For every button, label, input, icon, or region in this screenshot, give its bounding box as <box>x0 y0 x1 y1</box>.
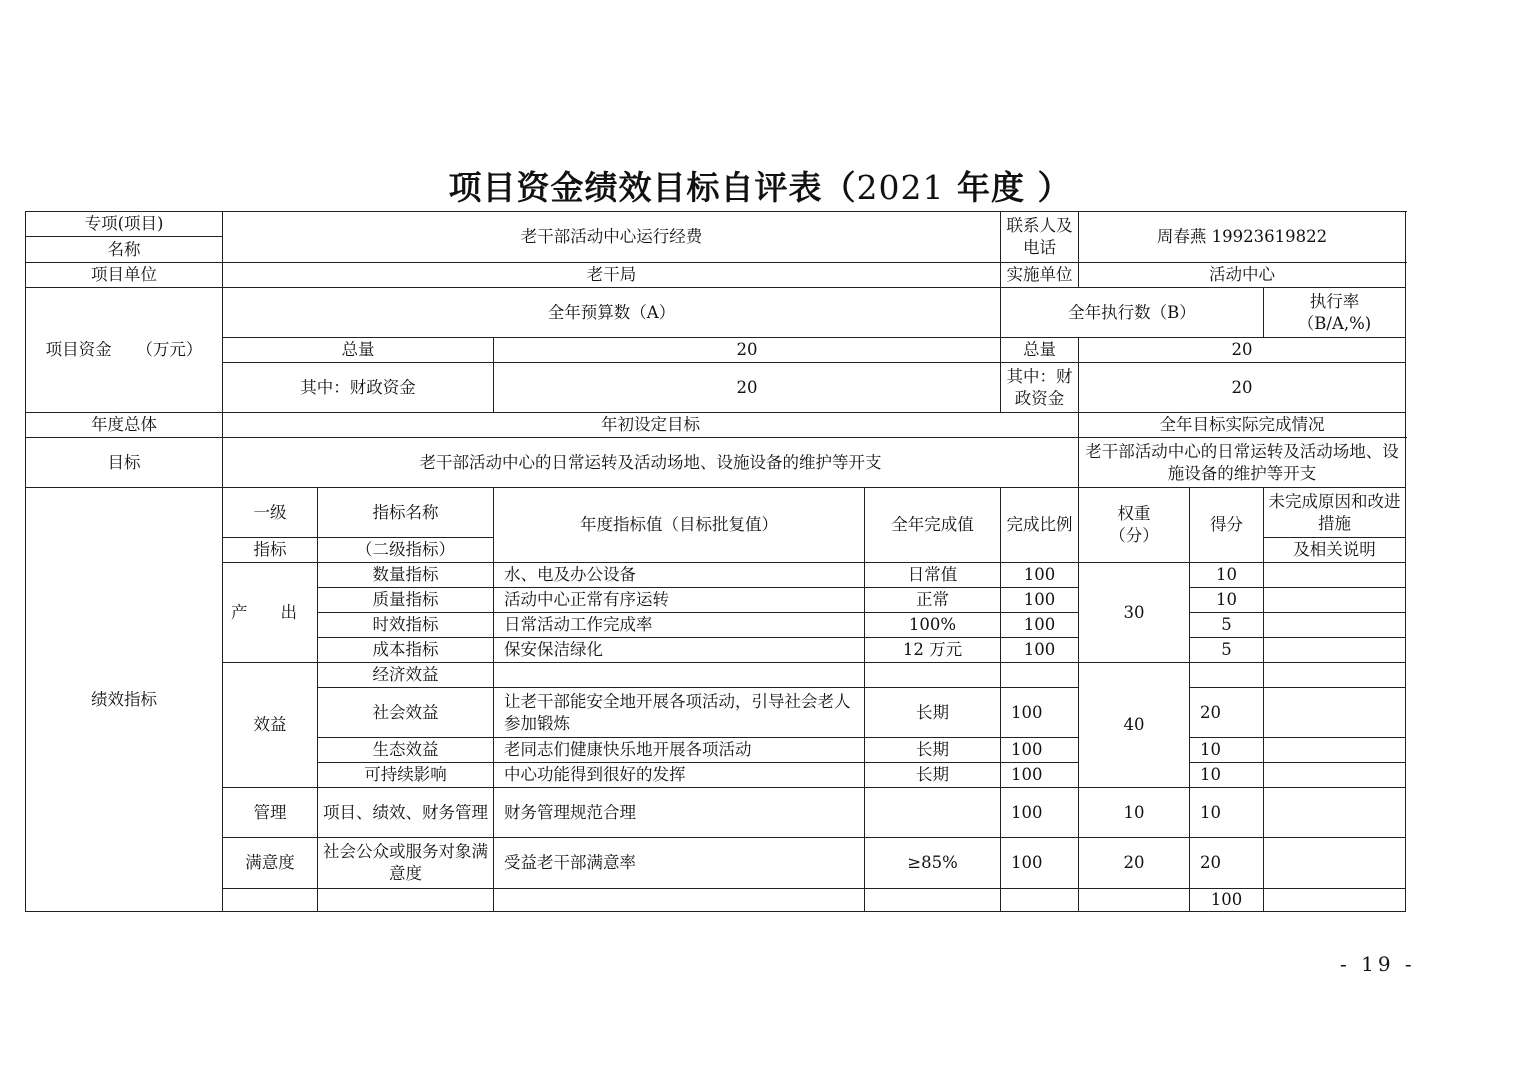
header-reason: 未完成原因和改进措施 <box>1264 488 1406 538</box>
indicator-ratio: 100 <box>1001 838 1079 889</box>
indicator-reason <box>1264 838 1406 889</box>
header-actual: 全年完成值 <box>865 488 1001 563</box>
indicator-name: 成本指标 <box>318 638 494 663</box>
indicator-name: 时效指标 <box>318 613 494 638</box>
goal-initial-value: 老干部活动中心的日常运转及活动场地、设施设备的维护等开支 <box>223 438 1079 488</box>
indicator-actual: 正常 <box>865 588 1001 613</box>
evaluation-table <box>25 211 1406 912</box>
indicator-ratio: 100 <box>1001 638 1079 663</box>
header-ratio: 完成比例 <box>1001 488 1079 563</box>
indicator-ratio: 100 <box>1001 588 1079 613</box>
indicator-ratio <box>1001 663 1079 688</box>
indicator-reason <box>1264 788 1406 838</box>
indicator-target: 活动中心正常有序运转 <box>494 588 865 613</box>
goal-actual-header: 全年目标实际完成情况 <box>1079 413 1406 438</box>
indicator-name: 质量指标 <box>318 588 494 613</box>
indicator-reason <box>1264 763 1406 788</box>
indicator-actual <box>865 788 1001 838</box>
impl-unit-value: 活动中心 <box>1079 263 1406 288</box>
indicator-name: 项目、绩效、财务管理 <box>318 788 494 838</box>
header-reason-b: 及相关说明 <box>1264 538 1406 563</box>
exec-header: 全年执行数（B） <box>1001 288 1264 338</box>
indicator-target: 受益老干部满意率 <box>494 838 865 889</box>
total-label: 总量 <box>223 338 494 363</box>
indicator-reason <box>1264 688 1406 738</box>
indicator-name: 数量指标 <box>318 563 494 588</box>
indicator-actual <box>865 663 1001 688</box>
indicator-reason <box>1264 663 1406 688</box>
indicator-actual: 100% <box>865 613 1001 638</box>
goal-label-2: 目标 <box>26 438 223 488</box>
indicator-target <box>494 663 865 688</box>
header-weight: 权重 （分） <box>1079 488 1190 563</box>
goal-actual-value: 老干部活动中心的日常运转及活动场地、设施设备的维护等开支 <box>1079 438 1406 488</box>
header-score: 得分 <box>1190 488 1264 563</box>
indicator-score: 10 <box>1190 563 1264 588</box>
table-row <box>26 563 1406 588</box>
indicator-score: 5 <box>1190 613 1264 638</box>
indicator-score: 10 <box>1190 588 1264 613</box>
total-budget: 20 <box>494 338 1001 363</box>
indicator-reason <box>1264 638 1406 663</box>
indicator-ratio: 100 <box>1001 788 1079 838</box>
indicator-target: 中心功能得到很好的发挥 <box>494 763 865 788</box>
header-level1-b: 指标 <box>223 538 318 563</box>
contact-value: 周春燕 19923619822 <box>1079 212 1406 263</box>
header-name-b: （二级指标） <box>318 538 494 563</box>
weight-total: 100 <box>1190 889 1264 912</box>
fiscal-label-b: 其中：财政资金 <box>1001 363 1079 413</box>
weight-manage: 10 <box>1079 788 1190 838</box>
project-unit-value: 老干局 <box>223 263 1001 288</box>
indicator-name: 生态效益 <box>318 738 494 763</box>
indicator-target: 水、电及办公设备 <box>494 563 865 588</box>
indicator-reason <box>1264 563 1406 588</box>
indicator-score: 5 <box>1190 638 1264 663</box>
total-row <box>26 889 1406 912</box>
goal-label: 年度总体 <box>26 413 223 438</box>
indicator-target: 保安保洁绿化 <box>494 638 865 663</box>
indicator-actual: ≥85% <box>865 838 1001 889</box>
total-exec: 20 <box>1079 338 1406 363</box>
indicator-name: 社会效益 <box>318 688 494 738</box>
project-name-value: 老干部活动中心运行经费 <box>223 212 1001 263</box>
indicator-actual: 长期 <box>865 688 1001 738</box>
table-row <box>26 838 1406 889</box>
fiscal-exec: 20 <box>1079 363 1406 413</box>
indicator-actual: 12 万元 <box>865 638 1001 663</box>
funds-label: 项目资金 （万元） <box>26 288 223 413</box>
indicator-actual: 日常值 <box>865 563 1001 588</box>
weight-satisfy: 20 <box>1079 838 1190 889</box>
indicator-target: 老同志们健康快乐地开展各项活动 <box>494 738 865 763</box>
indicator-name: 社会公众或服务对象满意度 <box>318 838 494 889</box>
rate-header: 执行率 （B/A,%) <box>1264 288 1406 338</box>
indicator-score: 10 <box>1190 788 1264 838</box>
indicator-target: 财务管理规范合理 <box>494 788 865 838</box>
weight-output: 30 <box>1079 563 1190 663</box>
group-benefit: 效益 <box>223 663 318 788</box>
indicator-score <box>1190 663 1264 688</box>
contact-label: 联系人及电话 <box>1001 212 1079 263</box>
indicator-reason <box>1264 738 1406 763</box>
project-name-label-2: 名称 <box>26 237 223 263</box>
indicator-actual: 长期 <box>865 763 1001 788</box>
indicator-name: 经济效益 <box>318 663 494 688</box>
indicator-actual: 长期 <box>865 738 1001 763</box>
table-row <box>26 663 1406 688</box>
project-name-label: 专项(项目) <box>26 212 223 237</box>
indicator-target: 让老干部能安全地开展各项活动，引导社会老人参加锻炼 <box>494 688 865 738</box>
fiscal-label: 其中：财政资金 <box>223 363 494 413</box>
perf-label: 绩效指标 <box>26 488 223 912</box>
group-satisfy: 满意度 <box>223 838 318 889</box>
impl-unit-label: 实施单位 <box>1001 263 1079 288</box>
page-title: 项目资金绩效目标自评表（2021 年度 ） <box>448 168 1072 207</box>
indicator-ratio: 100 <box>1001 563 1079 588</box>
indicator-ratio: 100 <box>1001 688 1079 738</box>
indicator-score: 20 <box>1190 838 1264 889</box>
indicator-ratio: 100 <box>1001 613 1079 638</box>
page-number: - 19 - <box>1340 952 1416 976</box>
total-label-b: 总量 <box>1001 338 1079 363</box>
indicator-score: 20 <box>1190 688 1264 738</box>
indicator-name: 可持续影响 <box>318 763 494 788</box>
project-unit-label: 项目单位 <box>26 263 223 288</box>
indicator-target: 日常活动工作完成率 <box>494 613 865 638</box>
indicator-score: 10 <box>1190 763 1264 788</box>
weight-benefit: 40 <box>1079 663 1190 788</box>
budget-header: 全年预算数（A） <box>223 288 1001 338</box>
goal-initial-header: 年初设定目标 <box>223 413 1079 438</box>
fiscal-budget: 20 <box>494 363 1001 413</box>
group-output: 产 出 <box>223 563 318 663</box>
indicator-ratio: 100 <box>1001 763 1079 788</box>
table-row <box>26 788 1406 838</box>
indicator-reason <box>1264 613 1406 638</box>
indicator-score: 10 <box>1190 738 1264 763</box>
header-target: 年度指标值（目标批复值） <box>494 488 865 563</box>
group-manage: 管理 <box>223 788 318 838</box>
indicator-ratio: 100 <box>1001 738 1079 763</box>
header-level1: 一级 <box>223 488 318 538</box>
indicator-reason <box>1264 588 1406 613</box>
header-name: 指标名称 <box>318 488 494 538</box>
